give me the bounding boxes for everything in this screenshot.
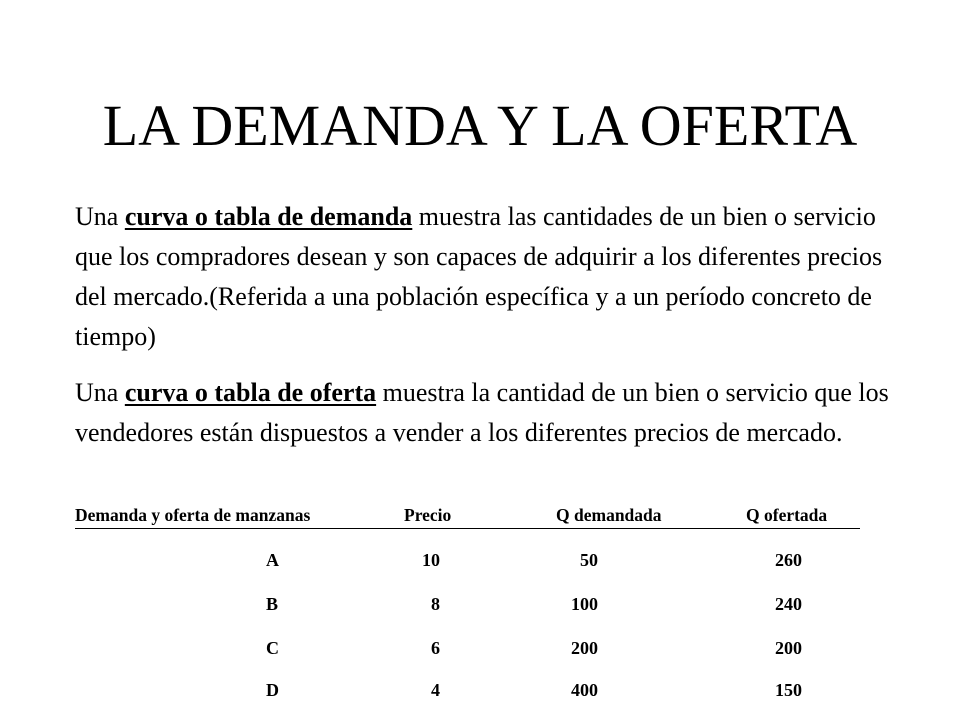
supply-curve-term: curva o tabla de oferta — [124, 378, 377, 407]
slide-title: LA DEMANDA Y LA OFERTA — [102, 93, 858, 158]
row-label: A — [266, 550, 279, 570]
table-row — [0, 546, 960, 574]
column-header-q-ofertada: Q ofertada — [746, 505, 828, 525]
table-row — [0, 676, 960, 704]
cell-q-demandada: 200 — [571, 638, 598, 658]
demand-curve-term: curva o tabla de demanda — [124, 202, 413, 231]
table-header-row — [75, 502, 860, 529]
table-caption: Demanda y oferta de manzanas — [75, 505, 311, 525]
cell-q-demandada: 400 — [571, 680, 598, 700]
cell-q-ofertada: 150 — [775, 680, 802, 700]
cell-q-demandada: 50 — [580, 550, 598, 570]
cell-precio: 4 — [431, 680, 440, 700]
row-label: D — [266, 680, 279, 700]
supply-definition-paragraph — [75, 373, 905, 453]
demand-definition-intro: Una — [75, 202, 125, 231]
cell-q-ofertada: 260 — [775, 550, 802, 570]
cell-precio: 10 — [422, 550, 440, 570]
column-header-precio: Precio — [404, 505, 452, 525]
supply-definition-text: muestra la cantidad de un bien o servicio que los vendedores están dispuestos a vender a los diferentes precios de mercado. — [75, 378, 889, 447]
cell-q-demandada: 100 — [571, 594, 598, 614]
table-row — [0, 634, 960, 662]
row-label: C — [266, 638, 279, 658]
demand-definition-text: muestra las cantidades de un bien o servicio que los compradores desean y son capaces de adquirir a los diferentes precios del mercado.(Referida a una población específica y a un período concreto de tiempo) — [75, 202, 883, 351]
table-row — [0, 590, 960, 618]
cell-q-ofertada: 240 — [775, 594, 802, 614]
cell-q-ofertada: 200 — [775, 638, 802, 658]
row-label: B — [266, 594, 279, 614]
cell-precio: 6 — [431, 638, 440, 658]
demand-definition-paragraph — [75, 197, 905, 357]
column-header-q-demandada: Q demandada — [556, 505, 662, 525]
cell-precio: 8 — [431, 594, 440, 614]
supply-definition-intro: Una — [75, 378, 125, 407]
